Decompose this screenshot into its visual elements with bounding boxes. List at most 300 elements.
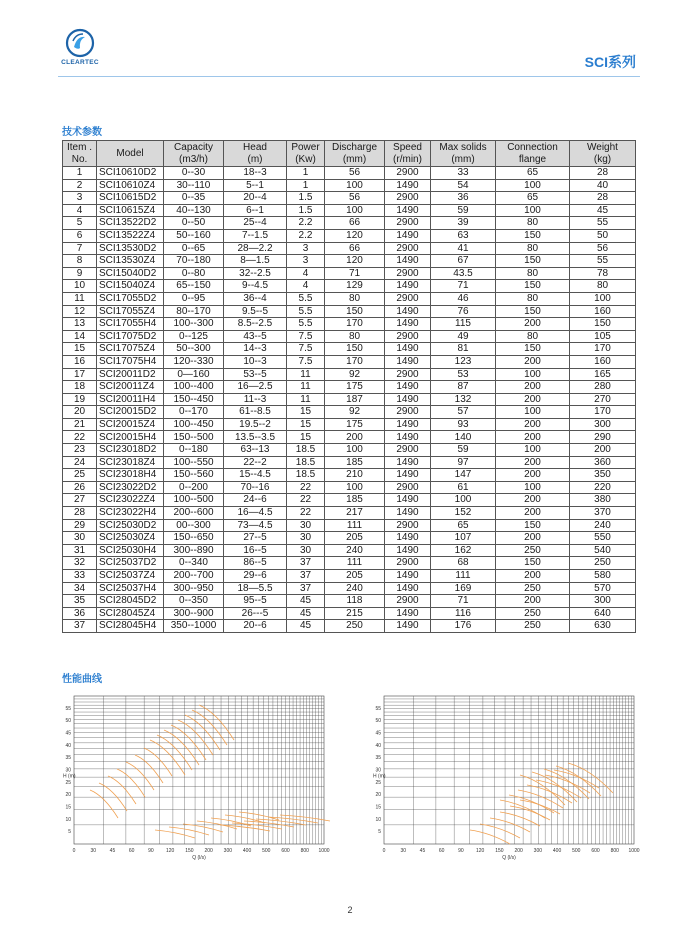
table-row [63,192,636,205]
table-cell: 40 [570,179,636,192]
table-cell: 8—1.5 [224,255,287,268]
table-cell: 200 [496,418,570,431]
params-section-title: 技术参数 [62,127,102,138]
x-tick-label: 45 [109,848,116,854]
table-cell: 1490 [385,431,431,444]
table-cell: 13.5--3.5 [224,431,287,444]
x-tick-label: 150 [495,848,504,854]
table-cell: 36--4 [224,292,287,305]
table-cell: 2900 [385,217,431,230]
model-cell: SCI25037D2 [97,557,164,570]
curves-section-title: 性能曲线 [62,674,102,685]
table-cell: 30 [287,532,325,545]
table-cell: 162 [431,544,496,557]
table-cell: 61--8.5 [224,406,287,419]
table-cell: 100 [496,368,570,381]
table-cell: 41 [431,242,496,255]
table-cell: 37 [63,620,97,633]
column-header-text: Max solids [439,142,487,153]
table-cell: 80--170 [164,305,224,318]
table-cell: 640 [570,607,636,620]
table-cell: 100 [570,292,636,305]
column-header [570,141,636,167]
performance-curve [280,815,330,821]
table-cell: 150 [496,557,570,570]
model-cell: SCI23018Z4 [97,456,164,469]
table-cell: 380 [570,494,636,507]
table-cell: 200 [496,595,570,608]
table-cell: 16—4.5 [224,507,287,520]
x-tick-label: 0 [382,848,386,854]
column-header [97,141,164,167]
column-header [287,141,325,167]
table-cell: 34 [63,582,97,595]
table-cell: 53 [431,368,496,381]
table-cell: 185 [325,494,385,507]
table-row [63,393,636,406]
table-cell: 0--340 [164,557,224,570]
table-cell: 10 [63,280,97,293]
table-cell: 46 [431,292,496,305]
performance-curve [470,830,510,844]
table-cell: 56 [570,242,636,255]
y-tick-label: 30 [65,767,71,774]
parameters-table [62,140,636,633]
table-cell: 200 [496,393,570,406]
model-cell: SCI23022Z4 [97,494,164,507]
table-cell: 116 [431,607,496,620]
y-tick-label: 10 [65,816,71,823]
x-tick-label: 800 [610,848,619,854]
y-tick-label: 50 [65,718,71,725]
model-cell: SCI17055D2 [97,292,164,305]
performance-curve [568,763,613,793]
table-row [63,582,636,595]
table-cell: 70--180 [164,255,224,268]
table-cell: 250 [496,544,570,557]
table-cell: 0—160 [164,368,224,381]
table-cell: 56 [325,167,385,180]
table-cell: 16--5 [224,544,287,557]
table-cell: 1490 [385,343,431,356]
x-tick-label: 0 [72,848,76,854]
table-cell: 1490 [385,393,431,406]
y-tick-label: 15 [375,804,381,811]
y-tick-label: 35 [65,755,71,762]
table-cell: 118 [325,595,385,608]
table-row [63,242,636,255]
table-cell: 215 [325,607,385,620]
table-cell: 187 [325,393,385,406]
table-cell: 80 [496,242,570,255]
table-cell: 25--4 [224,217,287,230]
table-cell: 26---5 [224,607,287,620]
table-cell: 1490 [385,280,431,293]
table-cell: 33 [431,167,496,180]
table-row [63,267,636,280]
table-cell: 2.2 [287,217,325,230]
table-cell: 76 [431,305,496,318]
table-cell: 65 [496,167,570,180]
table-cell: 2900 [385,267,431,280]
table-cell: 50 [570,229,636,242]
table-cell: 37 [287,557,325,570]
column-header [325,141,385,167]
table-cell: 25 [63,469,97,482]
table-cell: 152 [431,507,496,520]
column-header-text: Power [291,142,320,153]
table-cell: 2900 [385,167,431,180]
table-cell: 2900 [385,481,431,494]
table-cell: 6--1 [224,204,287,217]
y-axis-label: H (m) [373,773,386,780]
x-tick-label: 30 [90,848,97,854]
table-cell: 31 [63,544,97,557]
table-cell: 123 [431,355,496,368]
table-row [63,355,636,368]
table-cell: 111 [325,557,385,570]
table-cell: 129 [325,280,385,293]
x-tick-label: 1000 [318,848,330,854]
table-cell: 54 [431,179,496,192]
y-tick-label: 40 [65,742,71,749]
y-tick-label: 40 [375,742,381,749]
performance-curve [510,806,550,820]
table-cell: 100--500 [164,494,224,507]
table-cell: 200--700 [164,570,224,583]
table-row [63,507,636,520]
table-cell: 33 [63,570,97,583]
table-cell: 240 [325,582,385,595]
table-cell: 150--650 [164,532,224,545]
table-row [63,318,636,331]
table-row [63,444,636,457]
y-tick-label: 35 [375,755,381,762]
column-header [496,141,570,167]
table-cell: 1.5 [287,204,325,217]
table-cell: 1490 [385,532,431,545]
table-cell: 95--5 [224,595,287,608]
table-cell: 100--400 [164,381,224,394]
table-cell: 22 [287,507,325,520]
table-cell: 22 [287,494,325,507]
performance-curve [90,790,118,818]
table-cell: 6 [63,229,97,242]
table-cell: 150 [496,229,570,242]
table-cell: 18.5 [287,444,325,457]
x-tick-label: 300 [223,848,233,854]
table-cell: 1490 [385,204,431,217]
model-cell: SCI23018H4 [97,469,164,482]
table-cell: 65 [431,519,496,532]
table-cell: 22 [63,431,97,444]
table-cell: 1490 [385,418,431,431]
x-tick-label: 500 [572,848,581,854]
model-cell: SCI25030D2 [97,519,164,532]
y-tick-label: 55 [65,705,71,712]
table-cell: 24 [63,456,97,469]
page-header [0,0,700,80]
y-axis-label: H (m) [63,773,76,780]
column-header-text: (r/min) [393,153,422,165]
table-cell: 19.5--2 [224,418,287,431]
table-cell: 300--950 [164,582,224,595]
model-cell: SCI13530D2 [97,242,164,255]
table-cell: 300--900 [164,607,224,620]
table-cell: 2 [63,179,97,192]
column-header [385,141,431,167]
table-row [63,229,636,242]
table-cell: 165 [570,368,636,381]
performance-curve [155,830,195,838]
table-cell: 45 [570,204,636,217]
table-cell: 22--2 [224,456,287,469]
table-cell: 24--6 [224,494,287,507]
column-header-text: Item . [66,142,92,153]
table-cell: 5.5 [287,292,325,305]
table-cell: 360 [570,456,636,469]
table-cell: 3 [63,192,97,205]
model-cell: SCI23022D2 [97,481,164,494]
performance-curve [500,812,540,826]
model-cell: SCI17075D2 [97,330,164,343]
table-cell: 3 [287,255,325,268]
table-cell: 0--200 [164,481,224,494]
x-tick-label: 1000 [628,848,640,854]
table-cell: 540 [570,544,636,557]
performance-curve [192,710,227,745]
table-cell: 66 [325,242,385,255]
table-cell: 80 [496,217,570,230]
table-cell: 350--1000 [164,620,224,633]
table-cell: 36 [63,607,97,620]
table-cell: 28 [570,192,636,205]
table-cell: 100 [496,179,570,192]
table-cell: 28—2.2 [224,242,287,255]
table-row [63,431,636,444]
table-cell: 250 [570,557,636,570]
model-cell: SCI20015D2 [97,406,164,419]
table-cell: 40--130 [164,204,224,217]
table-cell: 5 [63,217,97,230]
column-header-text: Head [243,142,267,153]
y-tick-label: 10 [375,816,381,823]
table-cell: 115 [431,318,496,331]
table-row [63,217,636,230]
table-cell: 81 [431,343,496,356]
table-cell: 80 [570,280,636,293]
model-cell: SCI20011Z4 [97,381,164,394]
table-cell: 63 [431,229,496,242]
column-header-text: (m3/h) [179,153,208,165]
table-cell: 280 [570,381,636,394]
table-cell: 19 [63,393,97,406]
table-cell: 160 [570,305,636,318]
table-cell: 250 [496,607,570,620]
column-header-text: No. [71,153,88,165]
table-cell: 200 [496,494,570,507]
model-cell: SCI23018D2 [97,444,164,457]
table-cell: 30 [287,544,325,557]
model-cell: SCI13522Z4 [97,229,164,242]
table-cell: 150 [496,343,570,356]
performance-curve [157,735,192,770]
performance-curve [480,824,520,838]
table-cell: 170 [325,318,385,331]
table-cell: 30 [287,519,325,532]
table-row [63,456,636,469]
table-cell: 4 [63,204,97,217]
series-title: SCI系列 [584,54,636,70]
table-cell: 97 [431,456,496,469]
table-cell: 150--450 [164,393,224,406]
table-cell: 80 [496,292,570,305]
table-cell: 150--500 [164,431,224,444]
performance-curve [108,776,136,804]
table-cell: 0--50 [164,217,224,230]
model-cell: SCI28045Z4 [97,607,164,620]
table-cell: 70--16 [224,481,287,494]
model-cell: SCI15040Z4 [97,280,164,293]
table-cell: 580 [570,570,636,583]
table-cell: 100 [431,494,496,507]
table-cell: 0--65 [164,242,224,255]
column-header-text: Connection [507,142,558,153]
model-cell: SCI17055Z4 [97,305,164,318]
table-cell: 2900 [385,595,431,608]
table-cell: 111 [325,519,385,532]
table-cell: 49 [431,330,496,343]
table-cell: 100--550 [164,456,224,469]
table-cell: 59 [431,444,496,457]
table-cell: 200 [325,431,385,444]
table-cell: 29 [63,519,97,532]
table-cell: 176 [431,620,496,633]
x-tick-label: 90 [458,848,464,854]
page-number: 2 [347,905,353,915]
table-cell: 93 [431,418,496,431]
x-axis-label: Q (l/s) [502,855,516,861]
table-cell: 0--125 [164,330,224,343]
table-cell: 32--2.5 [224,267,287,280]
table-cell: 160 [570,355,636,368]
table-cell: 14 [63,330,97,343]
x-tick-label: 400 [242,848,252,854]
table-cell: 175 [325,418,385,431]
table-row [63,481,636,494]
table-cell: 100 [496,444,570,457]
table-cell: 100 [496,204,570,217]
table-cell: 7 [63,242,97,255]
column-header-text: (m) [247,153,263,165]
model-cell: SCI13530Z4 [97,255,164,268]
table-cell: 36 [431,192,496,205]
column-header-text: Speed [393,142,422,153]
table-cell: 55 [570,217,636,230]
x-tick-label: 200 [514,848,523,854]
table-cell: 20--4 [224,192,287,205]
table-cell: 100--300 [164,318,224,331]
table-cell: 1490 [385,355,431,368]
table-cell: 100 [325,204,385,217]
y-tick-label: 55 [375,705,381,712]
table-cell: 15 [287,431,325,444]
table-cell: 50--160 [164,229,224,242]
table-cell: 1490 [385,456,431,469]
performance-curve [532,772,577,802]
table-cell: 2.2 [287,229,325,242]
table-row [63,167,636,180]
table-cell: 15 [287,406,325,419]
table-cell: 2900 [385,368,431,381]
table-cell: 140 [431,431,496,444]
column-header-text: (Kw) [295,153,316,165]
table-cell: 15--4.5 [224,469,287,482]
table-cell: 250 [496,620,570,633]
table-cell: 55 [570,255,636,268]
table-cell: 57 [431,406,496,419]
table-cell: 150 [496,519,570,532]
x-tick-label: 300 [533,848,543,854]
table-row [63,557,636,570]
performance-curve [117,769,145,797]
table-cell: 2900 [385,519,431,532]
table-cell: 7.5 [287,355,325,368]
table-cell: 0--350 [164,595,224,608]
table-cell: 73—4.5 [224,519,287,532]
table-cell: 132 [431,393,496,406]
table-row [63,305,636,318]
y-tick-label: 45 [65,730,71,737]
table-cell: 9.5--5 [224,305,287,318]
table-cell: 5.5 [287,305,325,318]
table-cell: 18—5.5 [224,582,287,595]
table-cell: 111 [431,570,496,583]
table-cell: 2900 [385,192,431,205]
table-cell: 11 [287,393,325,406]
table-cell: 250 [496,582,570,595]
model-cell: SCI17075H4 [97,355,164,368]
model-cell: SCI15040D2 [97,267,164,280]
table-cell: 43--5 [224,330,287,343]
y-tick-label: 20 [65,792,71,799]
table-cell: 1490 [385,318,431,331]
table-cell: 67 [431,255,496,268]
table-cell: 570 [570,582,636,595]
table-cell: 550 [570,532,636,545]
table-cell: 0--95 [164,292,224,305]
table-cell: 80 [496,330,570,343]
y-tick-label: 15 [65,804,71,811]
model-cell: SCI10615Z4 [97,204,164,217]
x-tick-label: 400 [552,848,562,854]
table-cell: 63--13 [224,444,287,457]
table-cell: 100 [325,179,385,192]
performance-curve [164,730,199,765]
x-tick-label: 60 [438,848,445,854]
table-row [63,204,636,217]
model-cell: SCI13522D2 [97,217,164,230]
model-cell: SCI25037Z4 [97,570,164,583]
table-cell: 150 [325,343,385,356]
table-cell: 200 [496,318,570,331]
table-row [63,280,636,293]
table-cell: 2900 [385,406,431,419]
table-cell: 0--180 [164,444,224,457]
table-cell: 7.5 [287,343,325,356]
table-cell: 18--3 [224,167,287,180]
table-cell: 0--80 [164,267,224,280]
